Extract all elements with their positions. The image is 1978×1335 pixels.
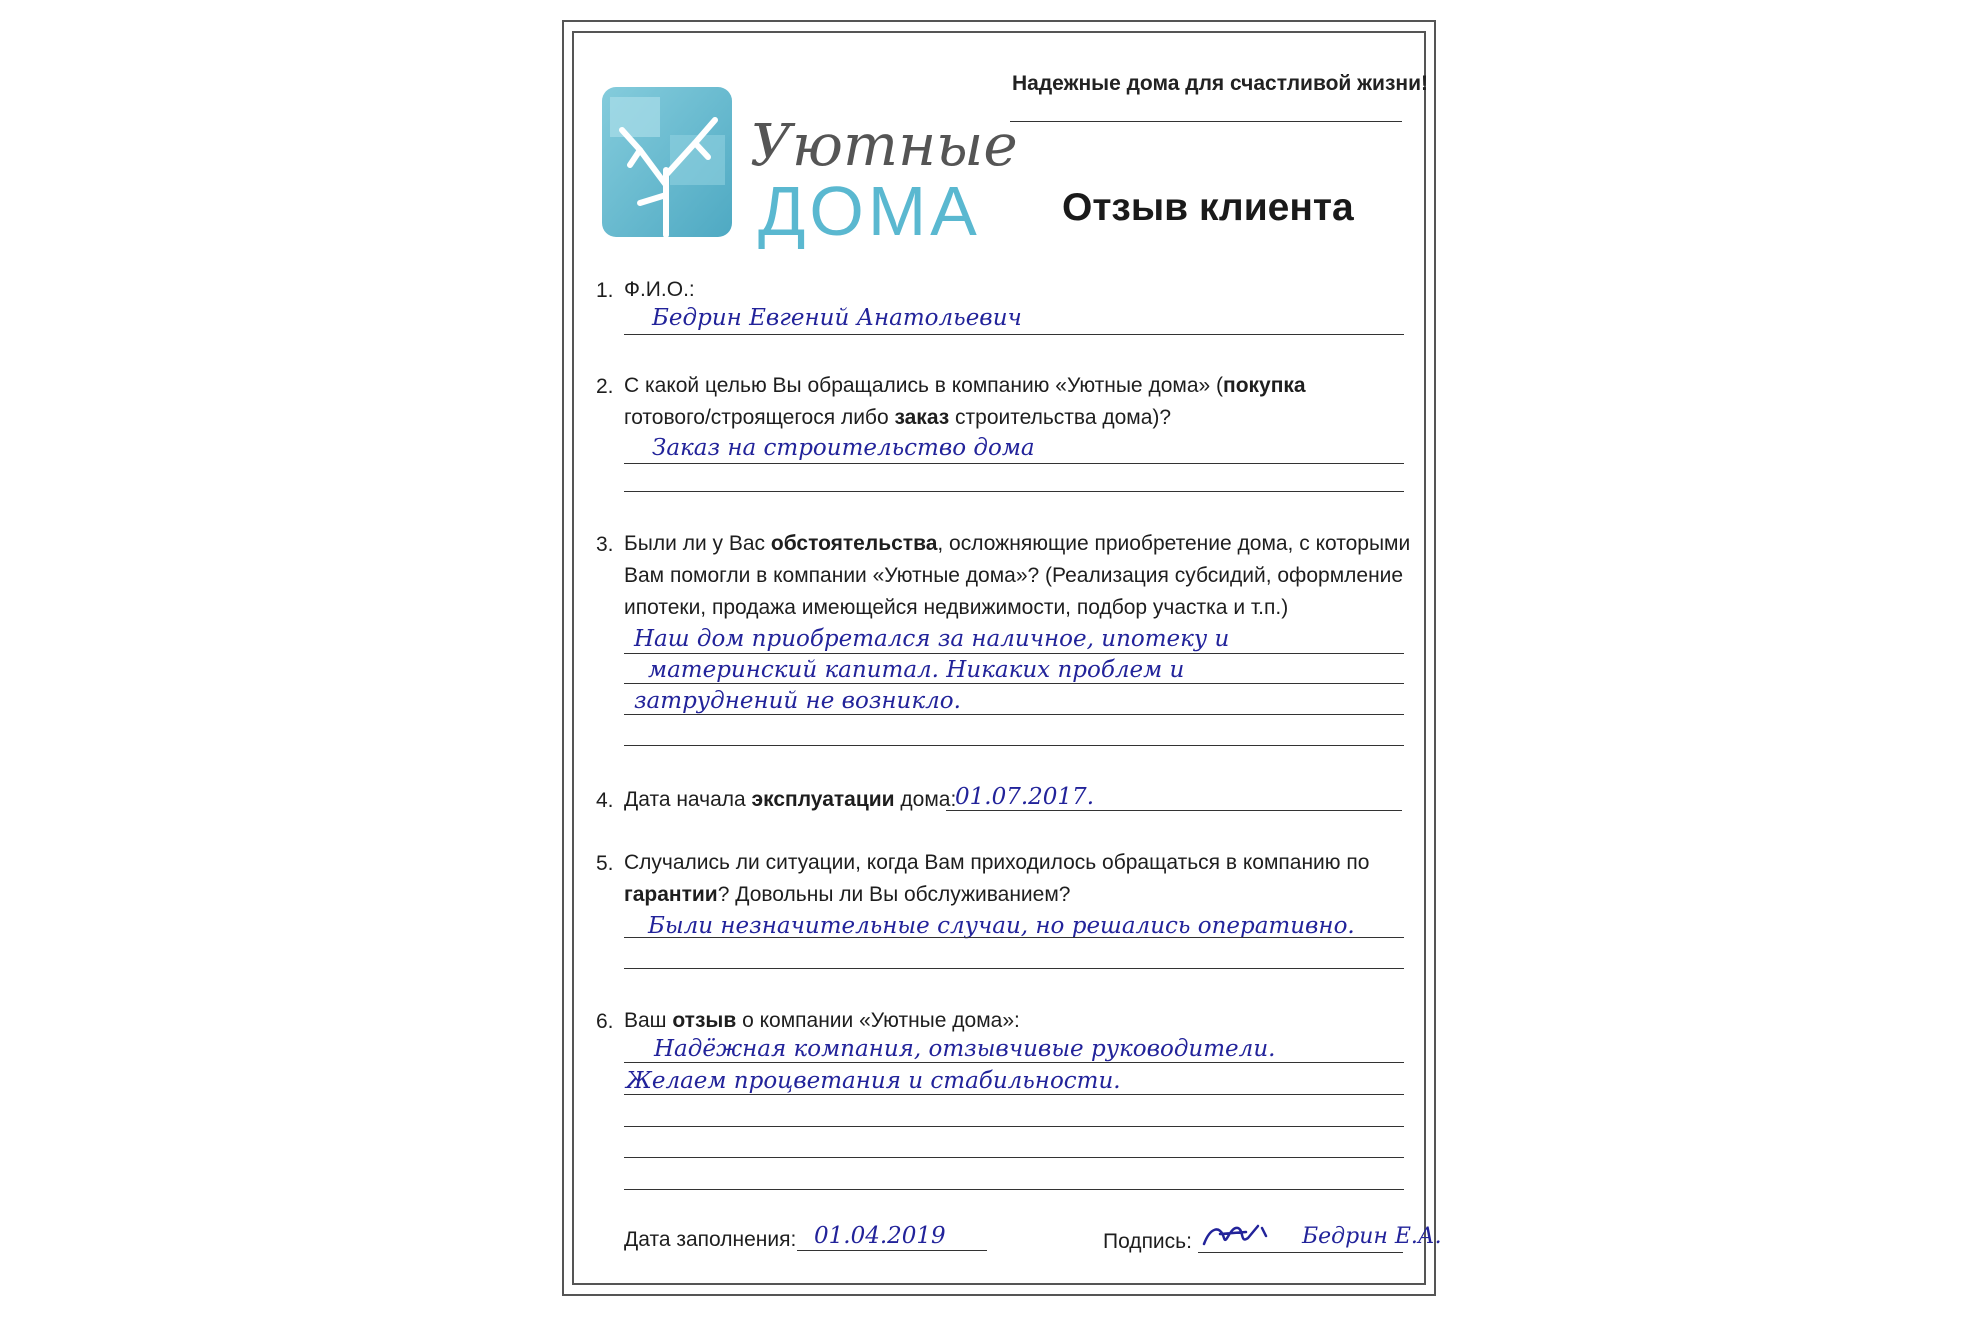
page-title: Отзыв клиента [1062,186,1354,229]
date-value: 01.04.2019 [814,1223,946,1249]
signature-label: Подпись: [1103,1230,1192,1253]
answer-line [624,491,1404,492]
q6-number: 6. [596,1010,614,1033]
company-logo [600,75,1018,250]
q3-answer-line2: материнский капитал. Никаких проблем и [648,657,1185,683]
q1-answer: Бедрин Евгений Анатольевич [652,305,1022,331]
q2-number: 2. [596,375,614,398]
answer-line [624,1157,1404,1158]
signature-value: Бедрин Е.А. [1302,1224,1442,1249]
tagline-underline [1010,121,1402,122]
logo-script-text: Уютные [750,111,1018,179]
answer-line [624,653,1404,654]
q3-text: Были ли у Вас обстоятельства, осложняющие приобретение дома, с которыми Вам помогли в компании «Уютные дома»? (Реализация субсидий, оформление ипотеки, продажа имеющейся недвижимости, подбор участка и т.п.) [624,532,1411,619]
signature-underline [1198,1252,1403,1253]
q6-answer-line2: Желаем процветания и стабильности. [626,1068,1121,1094]
tagline: Надежные дома для счастливой жизни! [1012,72,1428,95]
date-underline [797,1250,987,1251]
q6-text: Ваш отзыв о компании «Уютные дома»: [624,1009,1020,1032]
q5-text: Случались ли ситуации, когда Вам приходилось обращаться в компанию по гарантии? Довольны ли Вы обслуживанием? [624,851,1370,906]
answer-line [624,968,1404,969]
q3-answer-line3: затруднений не возникло. [634,688,961,714]
q5-number: 5. [596,852,614,875]
answer-line [624,745,1404,746]
answer-line [624,714,1404,715]
answer-line [624,1189,1404,1190]
q1-text: Ф.И.О.: [624,278,695,301]
q2-text: С какой целью Вы обращались в компанию «Уютные дома» (покупка готового/строящегося либо заказ строительства дома)? [624,374,1306,429]
date-label: Дата заполнения: [624,1228,797,1251]
q6-answer-line1: Надёжная компания, отзывчивые руководители. [654,1036,1276,1062]
answer-line [946,810,1402,811]
q1-number: 1. [596,279,614,302]
signature-mark [1200,1218,1290,1254]
q3-number: 3. [596,533,614,556]
q4-number: 4. [596,789,614,812]
q4-text: Дата начала эксплуатации дома: [624,788,957,811]
q5-answer: Были незначительные случаи, но решались оперативно. [648,913,1355,939]
answer-line [624,463,1404,464]
logo-block-text: ДОМА [758,172,981,250]
answer-line [624,937,1404,938]
q2-answer: Заказ на строительство дома [652,435,1035,461]
q4-answer: 01.07.2017. [955,784,1094,810]
answer-line [624,334,1404,335]
answer-line [624,1062,1404,1063]
q3-answer-line1: Наш дом приобретался за наличное, ипотеку и [634,626,1230,652]
answer-line [624,1126,1404,1127]
answer-line [624,1094,1404,1095]
answer-line [624,683,1404,684]
